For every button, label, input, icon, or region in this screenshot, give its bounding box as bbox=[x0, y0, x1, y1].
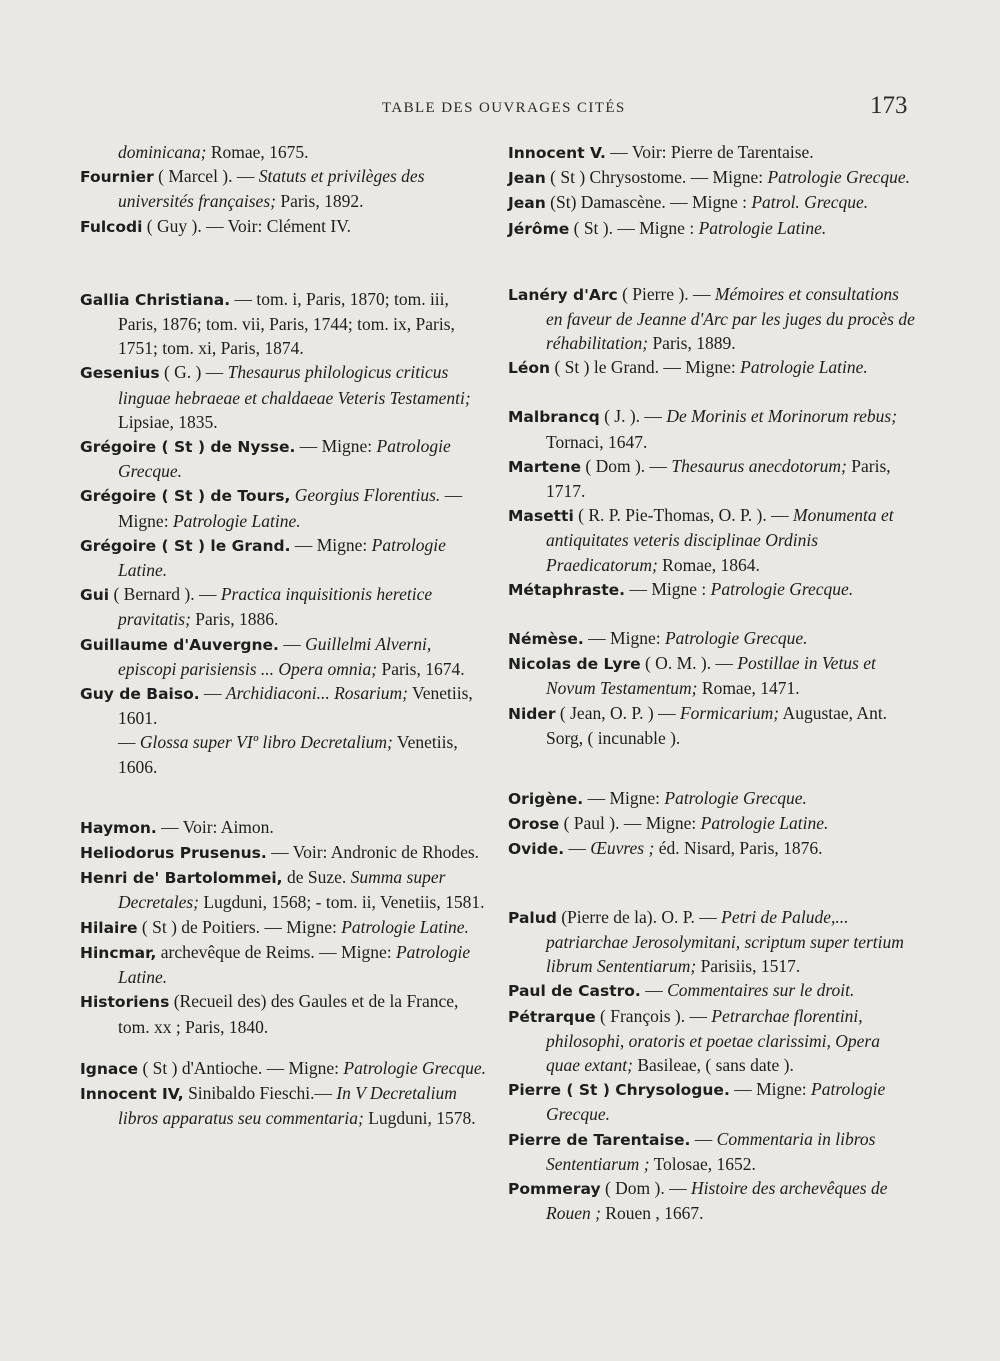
bibliography-entry bbox=[508, 1077, 918, 1126]
bibliography-entry bbox=[508, 190, 918, 215]
entry-text: ( O. M. ). — bbox=[640, 653, 738, 674]
entry-text: ( St ). — Migne : bbox=[569, 217, 699, 238]
entry-title: In V Decretalium libros apparatus seu commentaria; bbox=[118, 1082, 457, 1128]
section-gap bbox=[508, 862, 918, 905]
section-gap bbox=[508, 241, 918, 282]
section-gap bbox=[80, 779, 490, 815]
entry-text: — Migne: bbox=[729, 1079, 812, 1100]
section-gap bbox=[508, 380, 918, 404]
entry-text: ( St ) Chrysostome. — Migne: bbox=[545, 167, 768, 188]
entry-title: Patrologie Grecque. bbox=[767, 167, 911, 188]
bibliography-entry bbox=[508, 978, 918, 1003]
entry-text: Sinibaldo Fieschi.— bbox=[183, 1082, 337, 1103]
running-title: TABLE DES OUVRAGES CITÉS bbox=[382, 100, 626, 116]
entry-title: dominicana; bbox=[118, 142, 207, 162]
entry-author: Fournier bbox=[80, 168, 154, 187]
entry-title: Patrol. Grecque. bbox=[751, 192, 869, 213]
entry-title: Georgius Florentius. bbox=[294, 485, 441, 506]
entry-author: Jean bbox=[508, 194, 546, 213]
bibliography-entry bbox=[508, 1176, 918, 1225]
entry-text: Rouen , 1667. bbox=[600, 1203, 704, 1224]
page-number: 173 bbox=[870, 92, 908, 119]
entry-title: Patrologie Grecque. bbox=[118, 436, 451, 482]
entry-text: — bbox=[278, 633, 306, 654]
entry-text: — Voir: Pierre de Tarentaise. bbox=[605, 142, 814, 162]
entry-text: ( Paul ). — Migne: bbox=[559, 813, 701, 834]
entry-text: Venetiis, 1601. bbox=[118, 683, 473, 729]
entry-title: Monumenta et antiquitates veteris disciplinae Ordinis Praedicatorum; bbox=[546, 505, 894, 575]
entry-text: ( Bernard ). — bbox=[109, 584, 221, 605]
entry-text: ( Marcel ). — bbox=[153, 166, 259, 187]
entry-author: Gui bbox=[80, 586, 110, 605]
entry-title: Glossa super VIº libro Decretalium; bbox=[139, 732, 393, 753]
entry-title: Œuvres ; bbox=[590, 838, 655, 859]
entry-text: ( J. ). — bbox=[599, 406, 667, 427]
entry-author: Grégoire ( St ) de Tours, bbox=[80, 487, 291, 506]
entry-title: Patrologie Latine. bbox=[172, 510, 301, 531]
entry-author: Masetti bbox=[508, 507, 574, 526]
entry-text: — Voir: Aimon. bbox=[156, 816, 274, 837]
bibliography-entry bbox=[508, 786, 918, 811]
bibliography-entry bbox=[80, 140, 490, 164]
entry-author: Haymon. bbox=[80, 818, 157, 837]
entry-title: Patrologie Latine. bbox=[118, 941, 471, 988]
entry-text: ( G. ) — bbox=[159, 362, 228, 383]
bibliography-entry bbox=[508, 503, 918, 577]
entry-text: — Migne: bbox=[290, 534, 372, 555]
entry-title: Petrarchae florentini, philosophi, oratoris et poetae clarissimi, Opera quae extant; bbox=[546, 1005, 880, 1076]
entry-text: Paris, 1886. bbox=[190, 609, 279, 630]
entry-title: Practica inquisitionis heretice pravitatis; bbox=[118, 584, 433, 630]
entry-author: Ovide. bbox=[508, 840, 565, 859]
bibliography-entry bbox=[80, 164, 490, 213]
bibliography-entry bbox=[80, 989, 490, 1038]
entry-title: Formicarium; bbox=[679, 702, 780, 723]
bibliography-entry bbox=[80, 681, 490, 730]
entry-text: Tolosae, 1652. bbox=[649, 1153, 756, 1174]
entry-title: Histoire des archevêques de Rouen ; bbox=[546, 1178, 888, 1224]
bibliography-entry bbox=[80, 360, 490, 434]
entry-author: Grégoire ( St ) de Nysse. bbox=[80, 438, 296, 457]
entry-text: ( St ) d'Antioche. — Migne: bbox=[138, 1057, 344, 1078]
entry-text: ( Dom ). — bbox=[600, 1178, 691, 1199]
entry-text: ( François ). — bbox=[595, 1005, 712, 1026]
entry-text: Romae, 1675. bbox=[206, 142, 309, 162]
bibliography-entry bbox=[508, 905, 918, 979]
entry-text: Lugduni, 1578. bbox=[363, 1107, 476, 1128]
bibliography-entry bbox=[80, 1056, 490, 1081]
entry-text: ( Jean, O. P. ) — bbox=[555, 702, 680, 723]
bibliography-entry bbox=[508, 577, 918, 602]
entry-title: Patrologie Grecque. bbox=[710, 578, 854, 599]
bibliography-entry bbox=[508, 282, 918, 356]
entry-text: Basileae, ( sans date ). bbox=[632, 1055, 794, 1076]
entry-author: Ignace bbox=[80, 1059, 139, 1078]
entry-title: Commentaria in libros Sententiarum ; bbox=[546, 1128, 876, 1174]
section-gap bbox=[508, 750, 918, 786]
entry-title: Summa super Decretales; bbox=[118, 867, 446, 913]
entry-text: ( St ) le Grand. — Migne: bbox=[550, 357, 741, 378]
entry-text: Augustae, Ant. Sorg, ( incunable ). bbox=[546, 702, 888, 748]
entry-text: ( St ) de Poitiers. — Migne: bbox=[137, 916, 342, 937]
entry-title: Patrologie Grecque. bbox=[343, 1057, 486, 1078]
entry-text: ( Guy ). — Voir: Clément IV. bbox=[142, 215, 351, 236]
entry-title: Patrologie Grecque. bbox=[664, 628, 808, 649]
entry-author: Malbrancq bbox=[508, 408, 600, 427]
bibliography-entry bbox=[80, 915, 490, 940]
entry-author: Nider bbox=[508, 704, 556, 723]
section-gap bbox=[80, 1039, 490, 1056]
entry-author: Pierre de Tarentaise. bbox=[508, 1130, 691, 1149]
entry-text: Paris, 1892. bbox=[275, 191, 364, 212]
entry-title: Patrologie Latine. bbox=[700, 813, 829, 834]
entry-author: Fulcodi bbox=[80, 217, 143, 236]
entry-text: — bbox=[118, 732, 140, 753]
entry-author: Gesenius bbox=[80, 364, 160, 383]
entry-text: (St) Damascène. — Migne : bbox=[545, 192, 752, 213]
bibliography-entry bbox=[508, 454, 918, 503]
bibliography-entry bbox=[508, 836, 918, 861]
bibliography-entry bbox=[508, 404, 918, 453]
entry-text: Lipsiae, 1835. bbox=[118, 411, 218, 432]
bibliography-entry bbox=[508, 701, 918, 750]
entry-author: Pierre ( St ) Chrysologue. bbox=[508, 1081, 730, 1100]
bibliography-entry bbox=[80, 483, 490, 532]
entry-author: Hilaire bbox=[80, 918, 138, 937]
entry-text: Romae, 1471. bbox=[697, 678, 800, 699]
entry-author: Henri de' Bartolommei, bbox=[80, 869, 283, 888]
entry-text: — bbox=[199, 683, 226, 704]
entry-author: Innocent V. bbox=[508, 144, 606, 162]
entry-title: Archidiaconi... Rosarium; bbox=[225, 683, 408, 704]
entry-text: — Migne: bbox=[583, 628, 665, 649]
entry-author: Paul de Castro. bbox=[508, 982, 641, 1001]
entry-text: ( Pierre ). — bbox=[617, 283, 715, 304]
bibliography-entry bbox=[508, 626, 918, 651]
entry-author: Martene bbox=[508, 457, 581, 476]
entry-author: Orose bbox=[508, 815, 560, 834]
bibliography-entry bbox=[508, 651, 918, 700]
entry-author: Pétrarque bbox=[508, 1007, 596, 1026]
entry-title: Thesaurus philologicus criticus linguae hebraeae et chaldaeae Veteris Testamenti; bbox=[118, 362, 471, 408]
entry-author: Jean bbox=[508, 169, 546, 188]
entry-text: — bbox=[564, 838, 591, 859]
bibliography-entry bbox=[508, 165, 918, 190]
entry-text: ( R. P. Pie-Thomas, O. P. ). — bbox=[573, 505, 794, 526]
entry-title: Patrologie Grecque. bbox=[664, 788, 807, 809]
entry-author: Hincmar, bbox=[80, 943, 157, 962]
bibliography-entry bbox=[80, 434, 490, 483]
bibliography-entry bbox=[508, 1004, 918, 1078]
entry-title: Patrologie Latine. bbox=[740, 357, 868, 378]
entry-title: Statuts et privilèges des universités françaises; bbox=[118, 166, 425, 212]
entry-title: Thesaurus anecdotorum; bbox=[671, 455, 847, 476]
entry-text: Romae, 1864. bbox=[657, 554, 760, 575]
bibliography-entry bbox=[80, 533, 490, 582]
entry-author: Nicolas de Lyre bbox=[508, 655, 641, 674]
entry-text: éd. Nisard, Paris, 1876. bbox=[654, 838, 823, 859]
entry-author: Grégoire ( St ) le Grand. bbox=[80, 536, 291, 555]
entry-text: — Migne : bbox=[625, 578, 711, 599]
bibliography-entry bbox=[80, 840, 490, 865]
bibliography-entry bbox=[80, 730, 490, 778]
bibliography-entry bbox=[508, 1127, 918, 1176]
entry-author: Jérôme bbox=[508, 219, 570, 238]
entry-text: — Migne: bbox=[583, 788, 665, 809]
entry-text: — bbox=[640, 980, 668, 1001]
entry-text: — tom. i, Paris, 1870; tom. iii, Paris, 1876; tom. vii, Paris, 1744; tom. ix, Paris, 1751; tom. xi, Paris, 1874. bbox=[118, 288, 455, 359]
entry-author: Historiens bbox=[80, 993, 170, 1012]
entry-text: Venetiis, 1606. bbox=[118, 732, 458, 777]
entry-author: Palud bbox=[508, 908, 557, 927]
left-column bbox=[80, 140, 490, 1130]
running-head bbox=[0, 92, 1000, 122]
bibliography-entry bbox=[80, 287, 490, 361]
entry-title: Petri de Palude,... patriarchae Jerosolymitani, scriptum super tertium librum Sententiarum; bbox=[546, 906, 904, 977]
entry-text: (Pierre de la). O. P. — bbox=[556, 906, 722, 927]
bibliography-entry bbox=[508, 811, 918, 836]
entry-text: Tornaci, 1647. bbox=[546, 431, 648, 452]
entry-author: Lanéry d'Arc bbox=[508, 285, 618, 304]
entry-title: De Morinis et Morinorum rebus; bbox=[666, 406, 898, 427]
bibliography-entry bbox=[80, 632, 490, 681]
entry-text: Lugduni, 1568; - tom. ii, Venetiis, 1581. bbox=[198, 892, 485, 913]
entry-author: Némèse. bbox=[508, 630, 584, 649]
entry-title: Mémoires et consultations en faveur de Jeanne d'Arc par les juges du procès de réhabilitation; bbox=[546, 283, 915, 354]
entry-text: Paris, 1889. bbox=[648, 333, 736, 354]
entry-text: Paris, 1674. bbox=[377, 658, 465, 679]
bibliography-entry bbox=[80, 1081, 490, 1130]
entry-author: Métaphraste. bbox=[508, 580, 626, 599]
entry-text: archevêque de Reims. — Migne: bbox=[156, 941, 396, 962]
section-gap bbox=[80, 239, 490, 287]
entry-author: Guillaume d'Auvergne. bbox=[80, 635, 279, 654]
entry-text: Parisiis, 1517. bbox=[696, 956, 801, 977]
entry-author: Pommeray bbox=[508, 1180, 601, 1199]
entry-title: Patrologie Grecque. bbox=[546, 1079, 886, 1125]
entry-author: Heliodorus Prusenus. bbox=[80, 844, 267, 863]
bibliography-entry bbox=[508, 140, 918, 165]
bibliography-entry bbox=[508, 355, 918, 380]
entry-title: Postillae in Vetus et Novum Testamentum; bbox=[546, 653, 876, 699]
bibliography-entry bbox=[80, 865, 490, 914]
section-gap bbox=[508, 602, 918, 626]
entry-text: de Suze. bbox=[282, 867, 351, 888]
entry-text: — bbox=[690, 1128, 717, 1149]
bibliography-entry bbox=[80, 214, 490, 239]
bibliography-entry bbox=[508, 216, 918, 241]
entry-text: Paris, 1717. bbox=[546, 455, 891, 502]
entry-author: Guy de Baiso. bbox=[80, 685, 200, 704]
entry-title: Commentaires sur le droit. bbox=[667, 980, 855, 1001]
entry-author: Gallia Christiana. bbox=[80, 290, 231, 309]
bibliography-entry bbox=[80, 582, 490, 631]
bibliography-entry bbox=[80, 940, 490, 989]
entry-text: — Voir: Andronic de Rhodes. bbox=[266, 842, 480, 863]
entry-author: Léon bbox=[508, 359, 551, 378]
entry-text: (Recueil des) des Gaules et de la France, tom. xx ; Paris, 1840. bbox=[118, 991, 459, 1037]
entry-author: Origène. bbox=[508, 790, 584, 809]
entry-title: Patrologie Latine. bbox=[698, 217, 827, 238]
entry-title: Patrologie Latine. bbox=[118, 534, 446, 581]
entry-text: — Migne: bbox=[295, 436, 377, 457]
entry-title: Patrologie Latine. bbox=[341, 916, 469, 937]
entry-title: Guillelmi Alverni, episcopi parisiensis ... Opera omnia; bbox=[118, 633, 432, 679]
entry-text: ( Dom ). — bbox=[581, 455, 672, 476]
entry-text: — Migne: bbox=[118, 485, 463, 531]
right-column bbox=[508, 140, 918, 1226]
entry-author: Innocent IV, bbox=[80, 1084, 184, 1103]
bibliography-entry bbox=[80, 815, 490, 840]
